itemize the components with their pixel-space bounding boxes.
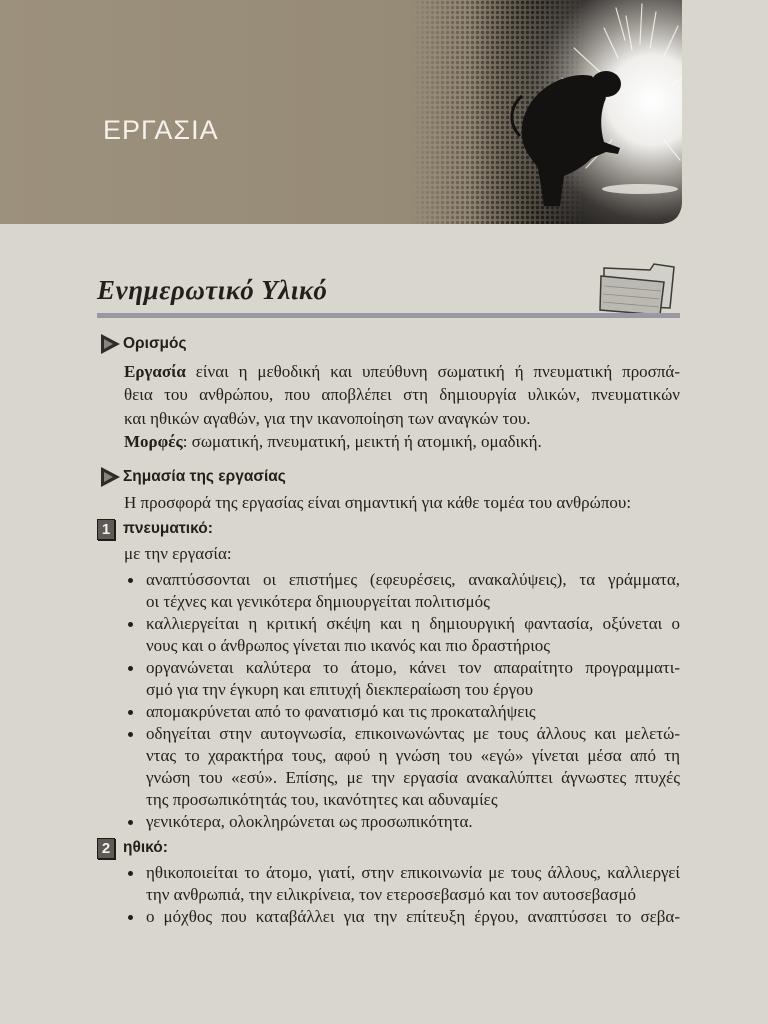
list-item-line: οργανώνεται καλύτερα το άτομο, κάνει τον απαραίτητο προγραμματι- — [146, 658, 680, 677]
list-item-line: ο μόχθος που καταβάλλει για την επίτευξη έργου, αναπτύσσει το σεβα- — [146, 907, 680, 926]
forms-text: : σωματική, πνευματική, μεικτή ή ατομική, ομαδική. — [182, 431, 542, 451]
list-item — [124, 701, 680, 723]
bullet-marker — [128, 820, 133, 825]
definition-paragraph — [124, 360, 680, 453]
list-item-line: οδηγείται στην αυτογνωσία, επικοινωνώντας με τους άλλους και μελετώ- — [146, 724, 680, 743]
list-item — [124, 906, 680, 928]
lead-line: με την εργασία: — [124, 544, 232, 563]
moral-benefits-list — [124, 862, 680, 928]
section-title: Ενημερωτικό Υλικό — [97, 275, 328, 305]
section-number-badge: 1 — [97, 519, 115, 540]
list-item-line: νους και ο άνθρωπος γίνεται πιο ικανός και πιο δραστήριος — [146, 636, 551, 655]
intro-line: Η προσφορά της εργασίας είναι σημαντική για κάθε τομέα του ανθρώπου: — [124, 493, 632, 512]
definition-line — [124, 360, 680, 383]
forms-line — [124, 430, 680, 453]
bullet-marker — [128, 666, 133, 671]
list-item-line: αναπτύσσονται οι επιστήμες (εφευρέσεις, ανακαλύψεις), τα γράμματα, — [146, 570, 680, 589]
definition-term: Εργασία — [124, 362, 186, 381]
bullet-marker — [128, 622, 133, 627]
definition-heading — [100, 333, 187, 355]
bullet-marker — [128, 871, 133, 876]
list-item-line: απομακρύνεται από το φανατισμό και τις προκαταλήψεις — [146, 702, 536, 721]
subsection-lead — [124, 543, 680, 565]
forms-label: Μορφές — [124, 431, 183, 451]
bullet-marker — [128, 915, 133, 920]
list-item-line: γενικότερα, ολοκληρώνεται ως προσωπικότητα. — [146, 812, 473, 831]
welder-photo — [0, 0, 682, 224]
importance-heading-label: Σημασία της εργασίας — [123, 468, 286, 485]
subsection-heading-spiritual — [97, 518, 213, 540]
arrow-right-icon — [100, 333, 120, 355]
bullet-marker — [128, 732, 133, 737]
subsection-title: ηθικό: — [123, 839, 168, 856]
page-title: ΕΡΓΑΣΙΑ — [103, 115, 219, 145]
list-item-line: γνώση του «εσύ». Επίσης, με την εργασία ανακαλύπτει άγνωστες πτυχές — [146, 768, 680, 787]
definition-line: και ηθικών αγαθών, για την ικανοποίηση των αναγκών του. — [124, 408, 531, 428]
list-item — [124, 811, 680, 833]
list-item-line: οι τέχνες και γενικότερα δημιουργείται πολιτισμός — [146, 592, 490, 611]
list-item-line: ηθικοποιείται το άτομο, γιατί, στην επικοινωνία με τους άλλους, καλλιεργεί — [146, 863, 680, 882]
list-item — [124, 862, 680, 906]
folder-icon — [598, 262, 678, 318]
definition-text: είναι η μεθοδική και υπεύθυνη σωματική ή πνευματική προσπά- — [185, 362, 680, 381]
list-item — [124, 569, 680, 613]
subsection-heading-moral — [97, 837, 168, 859]
spiritual-benefits-list — [124, 569, 680, 833]
section-divider — [97, 313, 680, 318]
header-banner — [0, 0, 682, 224]
list-item — [124, 613, 680, 657]
list-item-line: σμό για την έγκυρη και επιτυχή διεκπεραίωση του έργου — [146, 680, 534, 699]
subsection-title: πνευματικό: — [123, 520, 213, 537]
arrow-right-icon — [100, 466, 120, 488]
list-item — [124, 657, 680, 701]
list-item-line: καλλιεργείται η κριτική σκέψη και η δημιουργική φαντασία, οξύνεται ο — [146, 614, 680, 633]
list-item-line: ντας το χαρακτήρα τους, αφού η γνώση του «εγώ» γίνεται μέσα από τη — [146, 746, 680, 765]
list-item — [124, 723, 680, 811]
definition-heading-label: Ορισμός — [123, 335, 187, 352]
importance-heading — [100, 466, 286, 488]
definition-line: θεια του ανθρώπου, που αποβλέπει στη δημιουργία υλικών, πνευματικών — [124, 385, 680, 405]
bullet-marker — [128, 710, 133, 715]
list-item-line: της προσωπικότητάς του, ικανότητες και αδυναμίες — [146, 790, 498, 809]
section-number-badge: 2 — [97, 838, 115, 859]
list-item-line: την ανθρωπιά, την ειλικρίνεια, τον ετεροσεβασμό και τον αυτοσεβασμό — [146, 885, 636, 904]
bullet-marker — [128, 578, 133, 583]
importance-intro — [124, 492, 680, 514]
